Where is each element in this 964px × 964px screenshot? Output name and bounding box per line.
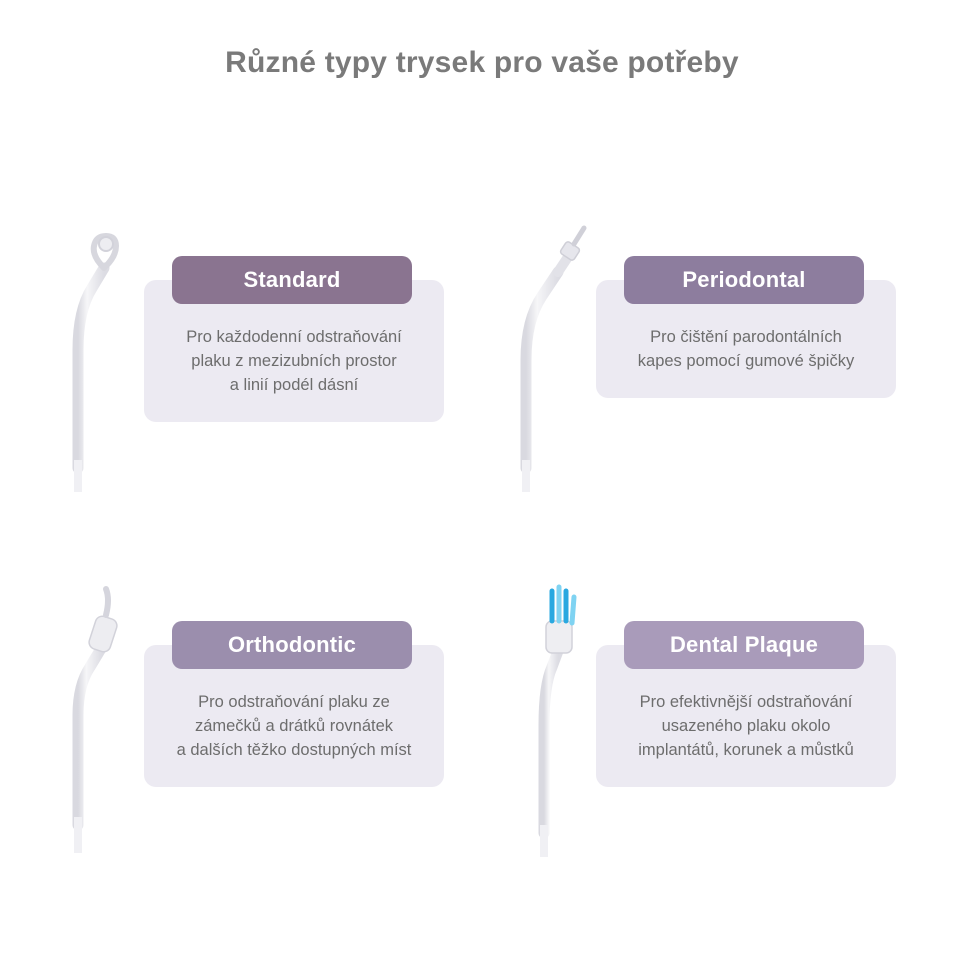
orthodontic-nozzle-icon: [48, 575, 158, 865]
nozzle-card-periodontal: [500, 210, 920, 510]
nozzle-card-standard: [48, 210, 468, 510]
dental-plaque-text-column: [596, 632, 896, 787]
periodontal-nozzle-icon: [500, 210, 610, 500]
description-line: usazeného plaku okolo: [661, 716, 831, 735]
description-line: a linií podél dásní: [229, 375, 359, 394]
description-line: zámečků a drátků rovnátek: [194, 716, 394, 735]
orthodontic-text-column: [144, 632, 444, 787]
description-line: kapes pomocí gumové špičky: [637, 351, 855, 370]
dental-plaque-brush-nozzle-icon: [500, 575, 610, 865]
page-title: Různé typy trysek pro vaše potřeby: [225, 46, 739, 79]
label-periodontal: Periodontal: [624, 256, 864, 304]
description-line: Pro efektivnější odstraňování: [639, 693, 853, 711]
standard-nozzle-icon: [48, 210, 158, 500]
description-line: Pro čištění parodontálních: [650, 328, 842, 346]
standard-text-column: [144, 267, 444, 422]
nozzle-card-orthodontic: [48, 575, 468, 875]
description-line: a dalších těžko dostupných míst: [176, 740, 412, 759]
description-line: implantátů, korunek a můstků: [638, 740, 854, 759]
label-standard: Standard: [172, 256, 412, 304]
nozzle-card-dental-plaque: [500, 575, 920, 875]
description-line: Pro každodenní odstraňování: [186, 328, 402, 346]
label-dental-plaque: Dental Plaque: [624, 621, 864, 669]
description-line: plaku z mezizubních prostor: [191, 351, 397, 370]
periodontal-text-column: [596, 267, 896, 398]
label-orthodontic: Orthodontic: [172, 621, 412, 669]
description-line: Pro odstraňování plaku ze: [198, 693, 390, 711]
